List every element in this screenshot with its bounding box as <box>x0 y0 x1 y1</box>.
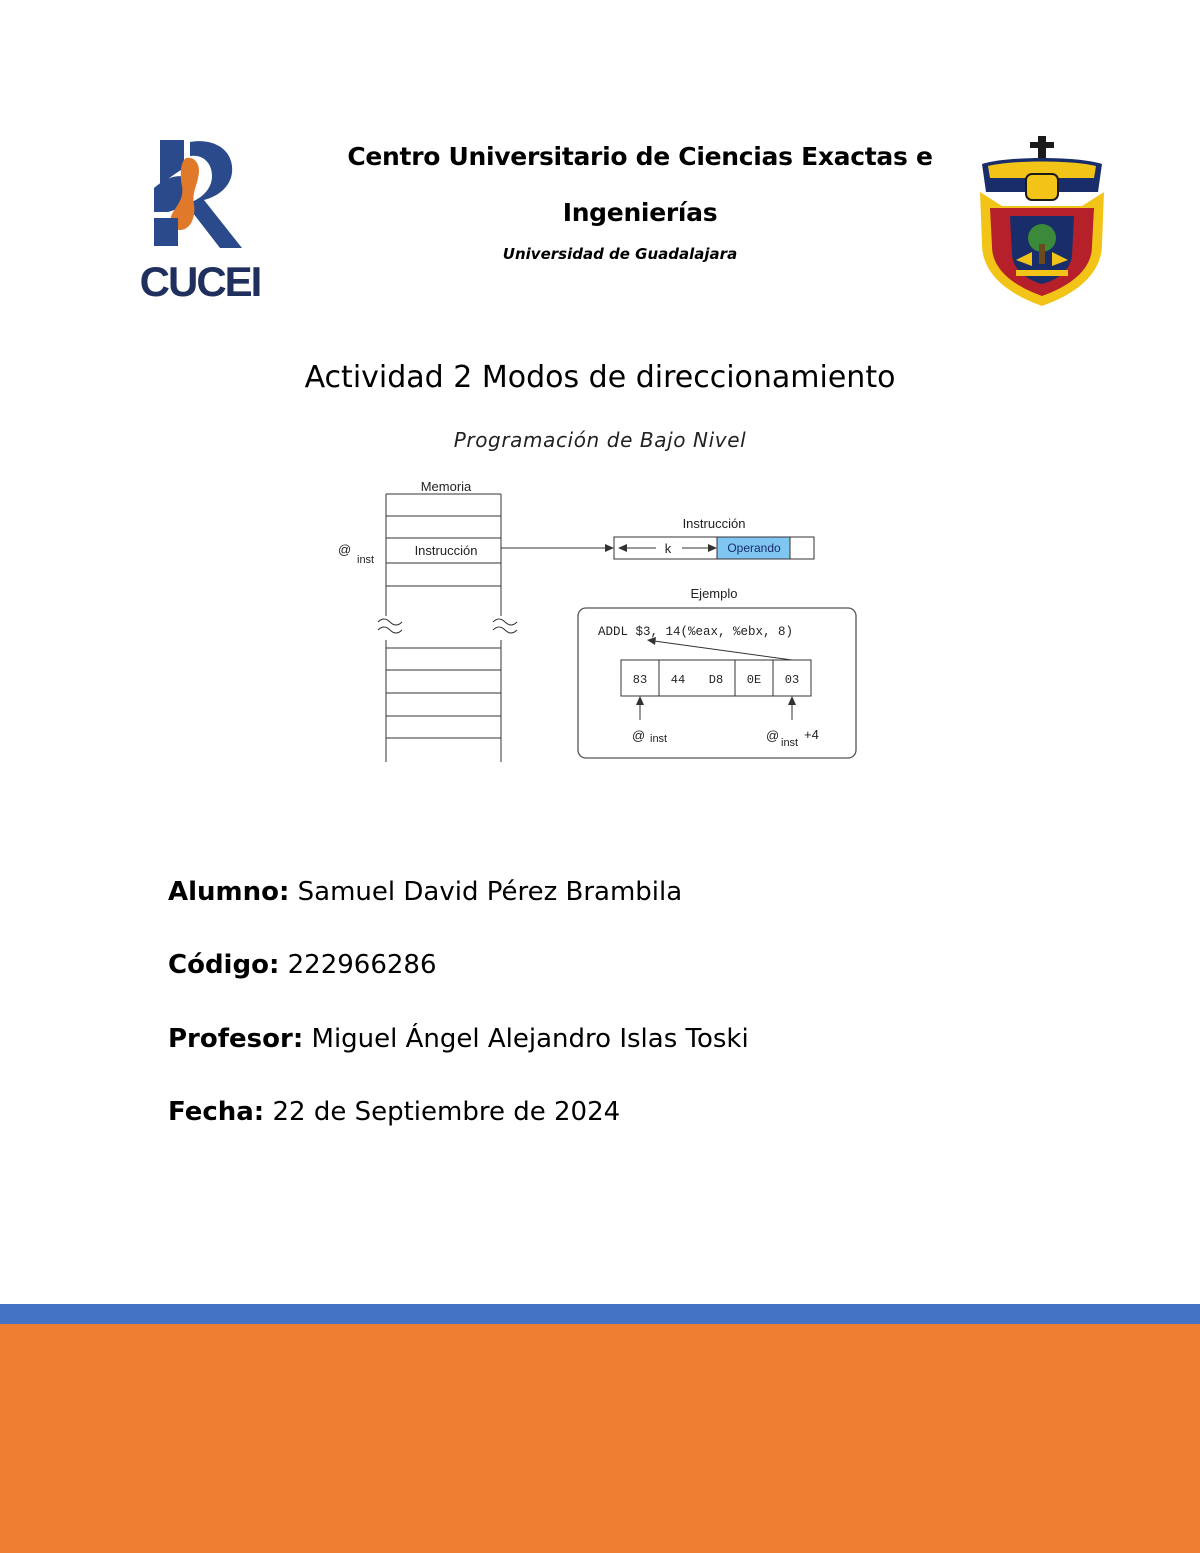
udg-coat-of-arms-icon <box>976 134 1108 310</box>
field-alumno <box>168 877 682 907</box>
k-label: k <box>664 541 672 556</box>
field-profesor <box>168 1024 749 1054</box>
field-codigo-label: Código: <box>168 950 280 980</box>
field-profesor-value: Miguel Ángel Alejandro Islas Toski <box>311 1024 749 1054</box>
course-subject: Programación de Bajo Nivel <box>453 428 747 452</box>
document-title: Actividad 2 Modos de direccionamiento <box>304 360 896 395</box>
footer-orange-band <box>0 1324 1200 1553</box>
byte-2: D8 <box>708 673 724 687</box>
address-inst-subscript: inst <box>357 554 375 566</box>
addr-end-suffix: +4 <box>804 727 819 742</box>
field-alumno-label: Alumno: <box>168 877 290 907</box>
example-label: Ejemplo <box>690 586 738 601</box>
addr-start-sub: inst <box>650 733 668 745</box>
asm-line: ADDL $3, 14(%eax, %ebx, 8) <box>598 625 794 639</box>
byte-3: 0E <box>746 673 762 687</box>
field-fecha <box>168 1097 620 1127</box>
address-at-label: @ <box>338 542 352 557</box>
field-profesor-label: Profesor: <box>168 1024 304 1054</box>
memory-label: Memoria <box>420 479 472 494</box>
footer-blue-band <box>0 1304 1200 1324</box>
addr-end-at: @ <box>766 728 780 743</box>
byte-0: 83 <box>632 673 648 687</box>
field-fecha-value: 22 de Septiembre de 2024 <box>272 1097 621 1127</box>
byte-4: 03 <box>784 673 800 687</box>
university-subtitle: Universidad de Guadalajara <box>502 245 738 263</box>
cucei-logo-icon <box>139 138 261 305</box>
addr-end-sub: inst <box>781 737 799 749</box>
field-fecha-label: Fecha: <box>168 1097 265 1127</box>
addr-start-at: @ <box>632 728 646 743</box>
operand-label: Operando <box>727 541 781 555</box>
instruction-box-label: Instrucción <box>682 516 746 531</box>
university-name-line1: Centro Universitario de Ciencias Exactas e <box>347 142 933 171</box>
byte-1: 44 <box>670 673 686 687</box>
field-codigo-value: 222966286 <box>287 950 437 980</box>
field-alumno-value: Samuel David Pérez Brambila <box>297 877 683 907</box>
field-codigo <box>168 950 437 980</box>
memory-instruction-cell: Instrucción <box>414 543 478 558</box>
addressing-mode-diagram <box>330 474 870 766</box>
university-name-line2: Ingenierías <box>562 198 718 227</box>
cucei-logo-text: CUCEI <box>139 258 261 305</box>
